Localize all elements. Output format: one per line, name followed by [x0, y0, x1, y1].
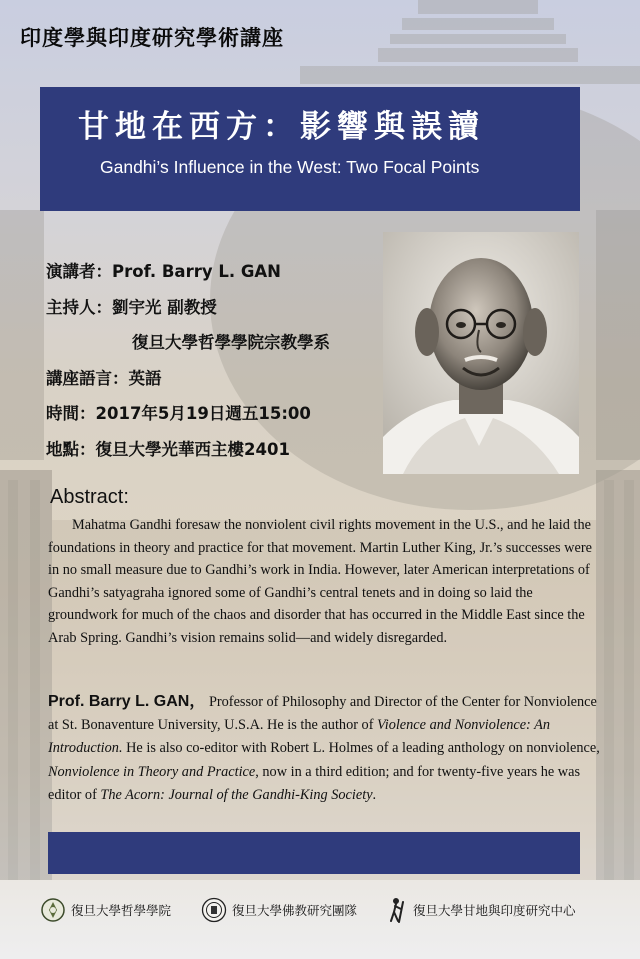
- speaker-name: Prof. Barry L. GAN，: [48, 693, 206, 710]
- sponsor-logos: [0, 897, 640, 927]
- abstract-body: Mahatma Gandhi foresaw the nonviolent civil rights movement in the U.S., and he laid the foundations in theory and practice for that movement. Martin Luther King, Jr.’s successes were in no small measure due to Gandhi’s work in India. However, later American interpretations of Gandhi’s satyagraha ignored some of Gandhi’s central tenets and in doing so laid the groundwork for much of the chaos and disorder that has occurred in the Middle East since the Arab Spring. Gandhi’s vision remains solid—and widely disregarded.: [48, 517, 592, 646]
- bio-text: , now in a third edition; and for twenty-five years he was editor of: [48, 763, 581, 803]
- sponsor-philosophy: [40, 897, 171, 923]
- speaker-bio: [48, 690, 608, 807]
- sponsor-gandhi-center: [386, 897, 576, 923]
- abstract-heading: Abstract:: [50, 486, 129, 508]
- sponsor-label: 復旦大學佛教研究團隊: [232, 903, 358, 918]
- fudan-seal-icon: [201, 897, 227, 923]
- speaker-line: 演講者：Prof. Barry L. GAN: [46, 262, 281, 281]
- book-title: Violence and Nonviolence: An Introduction.: [48, 717, 551, 757]
- journal-title: The Acorn: Journal of the Gandhi-King Society: [100, 786, 373, 803]
- host-line: 主持人：劉宇光 副教授: [46, 297, 217, 317]
- book-title: Nonviolence in Theory and Practice: [48, 763, 256, 780]
- language-line: 講座語言：英語: [46, 368, 162, 388]
- fudan-philosophy-emblem-icon: [40, 897, 66, 923]
- sponsor-label: 復旦大學甘地與印度研究中心: [413, 903, 576, 918]
- lecture-info: [46, 258, 330, 471]
- gandhi-walking-icon: [386, 897, 408, 923]
- bio-text: He is also co-editor with Robert L. Holmes of a leading anthology on nonviolence,: [122, 740, 600, 757]
- lecture-title-chinese: 甘地在西方：影響與誤讀: [78, 109, 485, 145]
- gandhi-portrait: [383, 232, 579, 474]
- series-title: 印度學與印度研究學術講座: [20, 26, 284, 50]
- sponsor-buddhist-studies: [201, 897, 357, 923]
- bio-text: Professor of Philosophy and Director of the Center for Nonviolence at St. Bonaventure University, U.S.A. He is the author of: [48, 694, 597, 734]
- bottom-banner: [48, 832, 580, 874]
- title-banner: [40, 87, 580, 211]
- host-affiliation-line: 復旦大學哲學學院宗教學系: [132, 333, 330, 352]
- time-line: 時間：2017年5月19日週五15:00: [46, 404, 311, 423]
- place-line: 地點：復旦大學光華西主樓2401: [46, 439, 290, 459]
- gandhi-portrait-icon: [383, 232, 579, 474]
- lecture-title-english: Gandhi’s Influence in the West: Two Focal Points: [100, 157, 480, 177]
- bio-text: .: [372, 786, 377, 803]
- sponsor-label: 復旦大學哲學學院: [71, 903, 172, 918]
